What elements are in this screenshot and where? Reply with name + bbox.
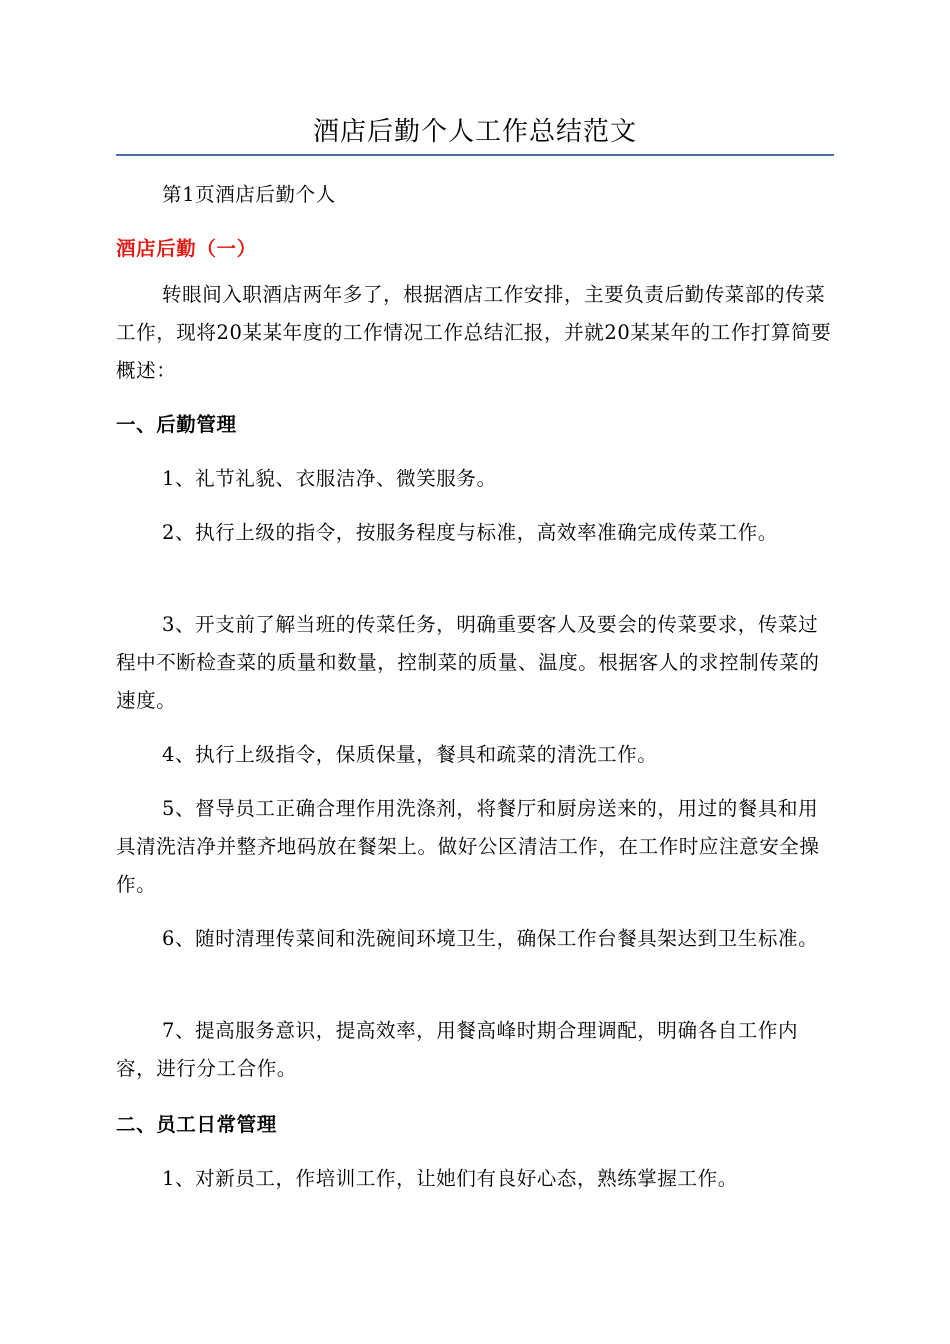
- title-underline: [116, 154, 834, 156]
- part1-heading: 一、后勤管理: [116, 413, 237, 436]
- part1-item-1: 1、礼节礼貌、衣服洁净、微笑服务。: [162, 467, 497, 490]
- part1-item-6: 6、随时清理传菜间和洗碗间环境卫生，确保工作台餐具架达到卫生标准。: [162, 927, 819, 950]
- part1-item-4: 4、执行上级指令，保质保量，餐具和疏菜的清洗工作。: [162, 743, 658, 766]
- part1-item-5: 5、督导员工正确合理作用洗涤剂，将餐厅和厨房送来的，用过的餐具和用具清洗洁净并整齐地码放在餐架上。做好公区清洁工作，在工作时应注意安全操作。: [116, 797, 820, 896]
- page-note: 第1页酒店后勤个人: [162, 183, 336, 206]
- part2-item-1: 1、对新员工，作培训工作，让她们有良好心态，熟练掌握工作。: [162, 1167, 738, 1190]
- intro-paragraph: 转眼间入职酒店两年多了，根据酒店工作安排，主要负责后勤传菜部的传菜工作，现将20某某年度的工作情况工作总结汇报，并就20某某年的工作打算简要概述：: [116, 283, 832, 382]
- part1-item-7: 7、提高服务意识，提高效率，用餐高峰时期合理调配，明确各自工作内容，进行分工合作。: [116, 1019, 799, 1080]
- part2-heading: 二、员工日常管理: [116, 1113, 277, 1136]
- part1-item-3: 3、开支前了解当班的传菜任务，明确重要客人及要会的传菜要求，传菜过程中不断检查菜的质量和数量，控制菜的质量、温度。根据客人的求控制传菜的速度。: [116, 613, 820, 712]
- document-title: 酒店后勤个人工作总结范文: [312, 117, 637, 147]
- part1-item-2: 2、执行上级的指令，按服务程度与标准，高效率准确完成传菜工作。: [162, 521, 779, 544]
- section-heading: 酒店后勤（一）: [116, 237, 257, 260]
